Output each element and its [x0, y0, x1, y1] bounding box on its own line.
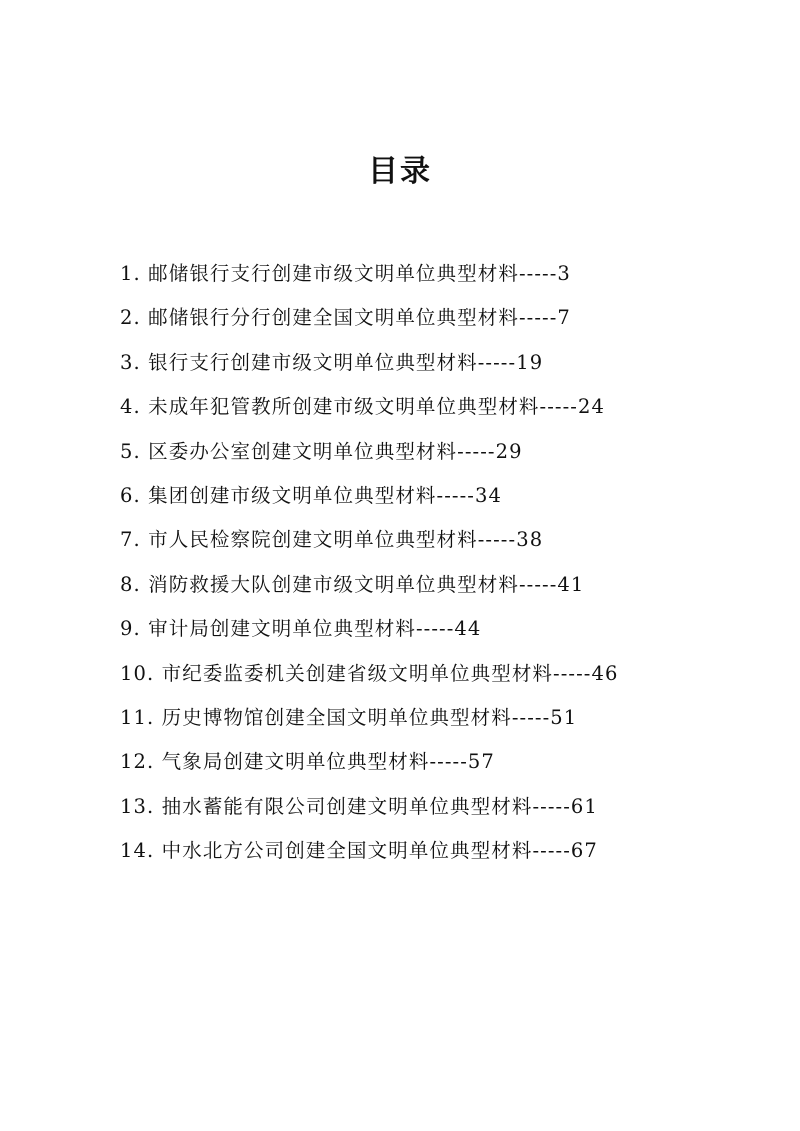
toc-entry-page: 51: [550, 705, 578, 729]
toc-entry-leader: -----: [532, 839, 571, 863]
toc-entry-page: 61: [570, 794, 598, 818]
toc-entry: [120, 256, 760, 300]
toc-entry-number: 8.: [120, 572, 141, 596]
toc-list: [120, 256, 760, 877]
toc-entry-page: 41: [557, 572, 585, 596]
toc-entry-page: 3: [557, 262, 571, 285]
toc-entry-leader: -----: [553, 661, 592, 685]
toc-entry-leader: -----: [518, 572, 558, 596]
toc-entry-leader: -----: [532, 794, 571, 818]
toc-entry-title: 区委办公室创建文明单位典型材料: [148, 439, 458, 463]
toc-entry-page: 44: [454, 617, 482, 641]
toc-entry-leader: -----: [518, 306, 558, 330]
toc-entry: [120, 700, 760, 744]
toc-entry-page: 24: [577, 395, 605, 419]
toc-entry-number: 1.: [120, 262, 141, 285]
page-title: 目录: [368, 154, 432, 189]
toc-entry-number: 5.: [120, 439, 141, 463]
toc-entry-title: 银行支行创建市级文明单位典型材料: [148, 350, 478, 374]
toc-entry-title: 邮储银行分行创建全国文明单位典型材料: [148, 306, 519, 330]
toc-entry-leader: -----: [436, 483, 475, 507]
toc-entry-page: 7: [557, 306, 571, 330]
toc-entry-leader: -----: [477, 350, 517, 374]
toc-entry-page: 34: [474, 483, 502, 507]
toc-entry: [120, 434, 760, 478]
toc-entry-page: 57: [467, 750, 495, 774]
toc-entry: [120, 300, 760, 344]
toc-entry: [120, 478, 760, 522]
toc-entry: [120, 833, 760, 877]
toc-entry-leader: -----: [477, 528, 517, 552]
toc-entry-leader: -----: [539, 395, 578, 419]
toc-entry-title: 集团创建市级文明单位典型材料: [148, 483, 437, 507]
toc-entry-title: 中水北方公司创建全国文明单位典型材料: [161, 839, 533, 863]
toc-entry-page: 29: [495, 439, 523, 463]
toc-entry-title: 气象局创建文明单位典型材料: [161, 750, 430, 774]
toc-entry-leader: -----: [429, 750, 468, 774]
toc-entry-leader: -----: [511, 705, 551, 729]
toc-entry-page: 38: [516, 528, 544, 552]
toc-entry-number: 3.: [120, 350, 141, 374]
toc-entry-number: 6.: [120, 483, 141, 507]
toc-entry-number: 13.: [120, 794, 155, 818]
toc-entry-leader: -----: [415, 617, 455, 641]
toc-entry-number: 11.: [120, 705, 155, 729]
toc-entry-number: 12.: [120, 750, 155, 774]
toc-entry-number: 9.: [120, 617, 141, 641]
toc-entry-page: 46: [591, 661, 619, 685]
toc-entry-leader: -----: [518, 262, 558, 285]
toc-entry-number: 14.: [120, 839, 155, 863]
toc-entry-title: 邮储银行支行创建市级文明单位典型材料: [148, 262, 519, 285]
toc-entry-title: 市人民检察院创建文明单位典型材料: [148, 528, 478, 552]
toc-entry-number: 7.: [120, 528, 141, 552]
toc-entry: [120, 389, 760, 433]
toc-entry-number: 10.: [120, 661, 155, 685]
toc-entry-title: 消防救援大队创建市级文明单位典型材料: [148, 572, 519, 596]
toc-entry: [120, 789, 760, 833]
toc-entry: [120, 567, 760, 611]
toc-entry-title: 未成年犯管教所创建市级文明单位典型材料: [148, 395, 540, 419]
toc-entry-title: 审计局创建文明单位典型材料: [148, 617, 416, 641]
toc-entry-title: 历史博物馆创建全国文明单位典型材料: [161, 705, 512, 729]
toc-entry: [120, 345, 760, 389]
toc-entry-number: 2.: [120, 306, 141, 330]
toc-entry-page: 67: [570, 839, 598, 863]
toc-entry: [120, 522, 760, 566]
toc-entry-number: 4.: [120, 395, 141, 419]
toc-entry: [120, 611, 760, 655]
toc-entry: [120, 656, 760, 700]
toc-entry-title: 市纪委监委机关创建省级文明单位典型材料: [161, 661, 554, 685]
toc-entry-title: 抽水蓄能有限公司创建文明单位典型材料: [161, 794, 533, 818]
toc-entry-leader: -----: [457, 439, 496, 463]
toc-entry: [120, 744, 760, 788]
toc-entry-page: 19: [516, 350, 544, 374]
